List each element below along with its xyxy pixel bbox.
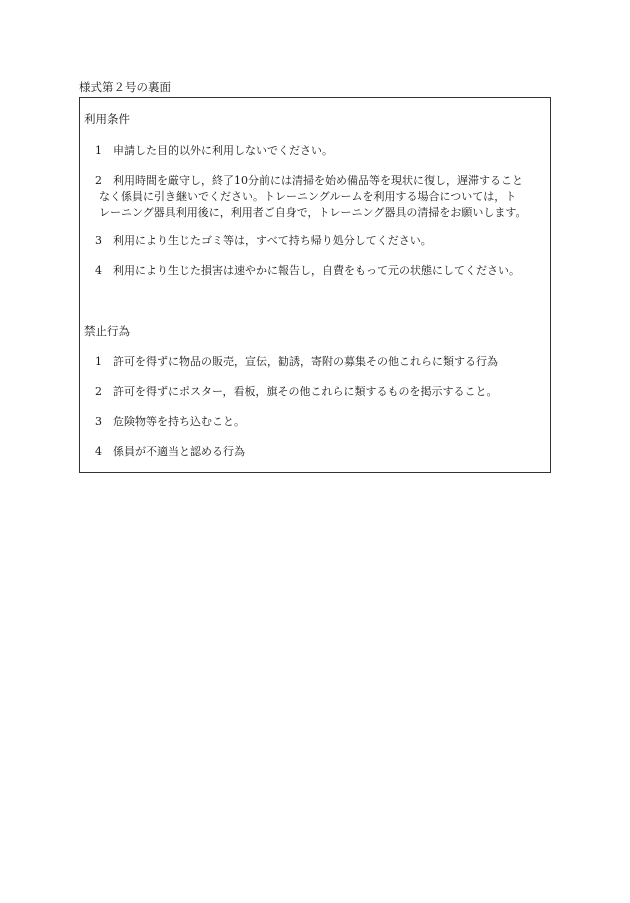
item-number: 1 <box>95 355 102 368</box>
section-heading-conditions: 利用条件 <box>84 112 130 126</box>
item-number: 2 <box>95 174 102 187</box>
item-text: 許可を得ずに物品の販売，宣伝，勧誘，寄附の募集その他これらに類する行為 <box>113 355 498 368</box>
item-text: 利用時間を厳守し，終了10分前には清掃を始め備品等を現状に復し，遅滞すること <box>113 174 523 187</box>
item-number: 3 <box>95 415 102 428</box>
item-text: 利用により生じた損害は速やかに報告し，自費をもって元の状態にしてください。 <box>113 264 520 277</box>
item-text: 利用により生じたゴミ等は，すべて持ち帰り処分してください。 <box>113 234 432 247</box>
item-text: なく係員に引き継いでください。トレーニングルームを利用する場合については，ト <box>99 190 517 203</box>
item-text: 許可を得ずにポスター，看板，旗その他これらに類するものを掲示すること。 <box>113 385 498 398</box>
item-number: 4 <box>95 445 102 458</box>
item-text: 申請した目的以外に利用しないでください。 <box>113 144 333 157</box>
item-text: 係員が不適当と認める行為 <box>113 445 245 458</box>
item-text: レーニング器具利用後に，利用者ご自身で，トレーニング器具の清掃をお願いします。 <box>99 206 527 219</box>
item-text: 危険物等を持ち込むこと。 <box>113 415 245 428</box>
item-number: 4 <box>95 264 102 277</box>
item-number: 1 <box>95 144 102 157</box>
form-title: 様式第２号の裏面 <box>79 80 171 94</box>
section-heading-prohibited: 禁止行為 <box>84 324 130 338</box>
item-number: 3 <box>95 234 102 247</box>
rules-frame <box>79 97 551 473</box>
item-number: 2 <box>95 385 102 398</box>
